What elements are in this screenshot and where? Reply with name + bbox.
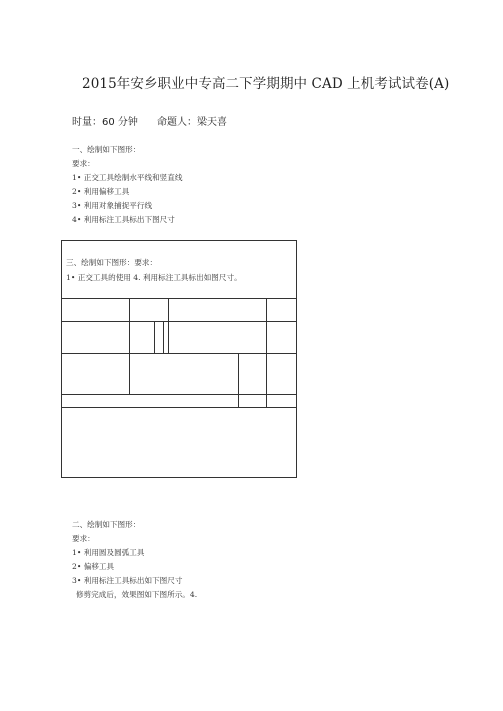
page-title: 2015年安乡职业中专高二下学期期中 CAD 上机考试试卷(A) <box>82 76 450 92</box>
drawing-line <box>266 353 267 407</box>
section3-figure-frame <box>61 240 297 478</box>
drawing-line <box>168 298 169 353</box>
drawing-line <box>266 298 267 353</box>
drawing-line <box>62 298 296 299</box>
section1-heading: 一、绘制如下图形： <box>72 145 141 154</box>
section2-item-2: 2• 偏移工具 <box>72 562 115 571</box>
drawing-line <box>163 321 164 353</box>
drawing-line <box>154 321 155 353</box>
section2-note: 修剪完成后，效果图如下图所示。4. <box>76 590 198 599</box>
drawing-line <box>62 353 296 354</box>
drawing-line <box>62 407 296 408</box>
time-label: 时量：60 分钟 <box>72 117 138 128</box>
drawing-line <box>129 298 130 394</box>
section1-item-1: 1• 正交工具绘制水平线和竖直线 <box>72 173 183 182</box>
section2-item-1: 1• 利用圆及圆弧工具 <box>72 548 145 557</box>
drawing-line <box>238 353 239 407</box>
section2-item-3: 3• 利用标注工具标出如下图尺寸 <box>72 576 183 585</box>
section2-heading: 二、绘制如下图形： <box>72 520 141 529</box>
section1-item-3: 3• 利用对象捕捉平行线 <box>72 201 153 210</box>
section3-item: 1• 正交工具的使用 4. 利用标注工具标出如图尺寸。 <box>66 273 242 282</box>
section1-item-2: 2• 利用偏移工具 <box>72 187 130 196</box>
drawing-line <box>62 321 296 322</box>
section3-heading: 三、绘制如下图形：要求： <box>66 258 158 267</box>
section1-req-label: 要求： <box>72 159 95 168</box>
drawing-line <box>62 394 296 395</box>
section2-req-label: 要求： <box>72 534 95 543</box>
author-label: 命题人：梁天喜 <box>157 117 227 128</box>
section1-item-4: 4• 利用标注工具标出下图尺寸 <box>72 215 175 224</box>
